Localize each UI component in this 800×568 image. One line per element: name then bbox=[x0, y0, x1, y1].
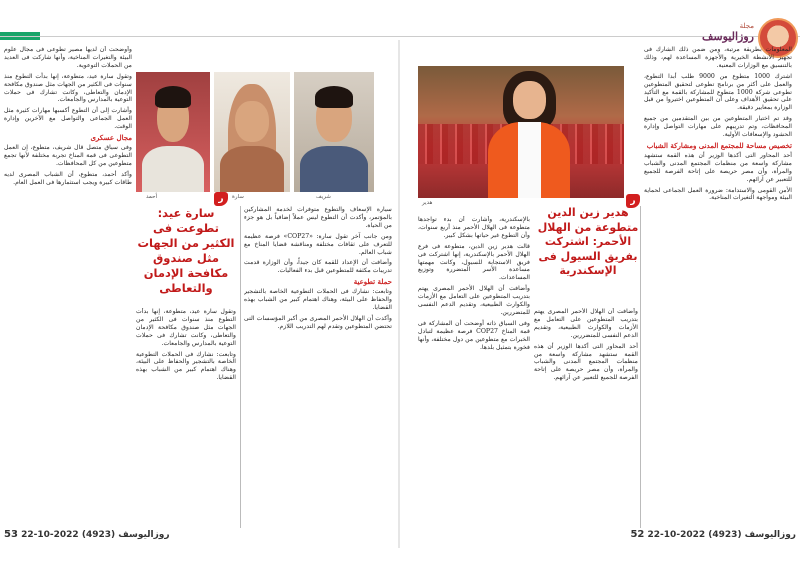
footer-text: روزاليوسف (4923) 2022-10-22 bbox=[647, 530, 796, 540]
paragraph: وتابعت: نشارك فى الحملات التطوعية الخاصة بالتشجير والحفاظ على البيئة، وهناك اهتمام كبير من الشباب بهذه القضايا. bbox=[136, 350, 236, 382]
paragraph: وتابعت: نشارك فى الحملات التطوعية الخاصة بالتشجير والحفاظ على البيئة، وهناك اهتمام كبير من الشباب بهذه القضايا. bbox=[244, 288, 392, 311]
paragraph: وأوضحت أن لديها مصير تطوعى فى مجال علوم البيئة والتغيرات المناخية، وأنها شاركت فى العديد من الحملات التوعوية. bbox=[4, 46, 132, 69]
paragraph: وفى السياق ذاته أوضحت أن المشاركة فى قمة المناخ COP27 فرصة عظيمة لتبادل الخبرات مع متطوعين من دول مختلفة، وأنها فخورة بتمثيل بلدها. bbox=[418, 319, 530, 351]
paragraph: وتقول سارة عيد، متطوعة، إنها بدأت التطوع منذ سنوات فى الكثير من الجهات مثل صندوق مكافحة الإدمان والتعاطى، وكانت تشارك فى حملات التوعية بالمدارس والجامعات. bbox=[4, 72, 132, 104]
left-page bbox=[4, 46, 396, 544]
magazine-emblem-icon: ر bbox=[214, 192, 228, 206]
column-rule bbox=[240, 206, 241, 528]
page-footer-left bbox=[4, 529, 170, 540]
portrait-sara bbox=[214, 72, 290, 192]
paragraph: وفى سياق متصل قال شريف، متطوع، إن العمل التطوعى فى قمة المناخ تجربة مختلفة لأنها تجمع متطوعين من كل المحافظات. bbox=[4, 143, 132, 167]
magazine-emblem-icon: ر bbox=[626, 194, 640, 208]
page-gutter bbox=[398, 40, 400, 548]
hero-photo bbox=[418, 66, 624, 198]
paragraph: سيارة الإسعاف والتطوع متوفرات لخدمة المشاركين بالمؤتمر، وأكدت أن التطوع ليس عملاً إضافياً بل هو جزء من الحياة. bbox=[244, 206, 392, 229]
right-page-column-2 bbox=[418, 216, 530, 528]
page-number: 52 bbox=[630, 529, 645, 540]
subheading: حملة تطوعية bbox=[353, 277, 392, 287]
paragraph: وأكد أحمد، متطوع، أن الشباب المصرى لديه طاقات كبيرة ويجب استثمارها فى العمل العام. bbox=[4, 170, 132, 186]
paragraph: قالت هدير زين الدين، متطوعة فى فرع الهلال الأحمر بالإسكندرية، إنها اشتركت فى فريق الاستجابة للسيول، وكانت مهمتها مساعدة الأسر المتضررة وتوزيع المساعدات. bbox=[418, 242, 530, 282]
right-page-column-3 bbox=[534, 308, 638, 528]
top-rule bbox=[0, 36, 800, 37]
photo-caption: سارة bbox=[232, 194, 244, 200]
paragraph: أحد المحاور التى أكدها الوزير أن هذه القمة ستشهد مشاركة واسعة من منظمات المجتمع المدنى والشباب والمرأة، وأن مصر حريصة على إتاحة الفرصة للجميع للتعبير عن آرائهم. bbox=[644, 151, 792, 183]
photo-caption: شريف bbox=[316, 194, 331, 200]
left-page-column-b bbox=[244, 206, 392, 528]
masthead-title: روزاليوسف bbox=[702, 30, 754, 43]
paragraph: أحد المحاور التى أكدها الوزير أن هذه القمة ستشهد مشاركة واسعة من منظمات المجتمع المدنى والشباب والمرأة، وأن مصر حريصة على إتاحة الفرصة للجميع للتعبير عن آرائهم. bbox=[534, 342, 638, 382]
column-rule bbox=[640, 206, 641, 528]
photo-caption: أحمد bbox=[146, 194, 157, 200]
paragraph: اشترك 1000 متطوع من 9000 طلب أبدا التطوع، والعمل على أكثر من برنامج تطوعى لتحقيق المتطوعين تطوعى شركة 1000 متطوع للمشاركة بالقمة مع التأكيد على تحقيق الأهداف وعلى أن المتطوعين اختيروا من قبل الوزارة بمعايير دقيقة. bbox=[644, 72, 792, 112]
page-number: 53 bbox=[4, 529, 18, 540]
left-page-column-a bbox=[4, 46, 132, 528]
left-page-column-c bbox=[136, 308, 236, 528]
subheading: مجال عسكرى bbox=[90, 133, 132, 143]
paragraph: وأكدت أن الهلال الأحمر المصرى من أكبر المؤسسات التى تحتضن المتطوعين وتقدم لهم التدريب اللازم. bbox=[244, 314, 392, 330]
paragraph: وأضافت أن الهلال الأحمر المصرى يهتم بتدريب المتطوعين على التعامل مع الأزمات والكوارث الطبيعية، وتقديم الدعم النفسى للمتضررين. bbox=[534, 308, 638, 339]
right-page-column-1 bbox=[644, 46, 792, 528]
masthead-subtitle: مجلة bbox=[739, 22, 754, 30]
paragraph: الأمن القومى والاستدامة: ضرورة العمل الجماعى لحماية البيئة ومواجهة التغيرات المناخية. bbox=[644, 186, 792, 202]
article-headline: هدير زين الدين متطوعة من الهلال الأحمر: اشتركت بفريق السيول فى الإسكندرية bbox=[537, 206, 639, 277]
portrait-ahmed bbox=[136, 72, 210, 192]
photo-caption: هدير bbox=[422, 200, 433, 206]
subheading: تخصيص مساحة للمجتمع المدنى ومشاركة الشباب bbox=[646, 140, 792, 150]
article-headline: سارة عيد: تطوعت فى الكثير من الجهات مثل صندوق مكافحة الإدمان والتعاطى bbox=[137, 206, 235, 295]
paragraph: وأشارت إلى أن التطوع أكسبها مهارات كثيرة مثل العمل الجماعى والتواصل مع الآخرين وإدارة الوقت. bbox=[4, 107, 132, 131]
page-footer-right bbox=[630, 529, 796, 540]
paragraph: ومن جانب آخر تقول سارة: «COP27» فرصة عظيمة للتعرف على ثقافات مختلفة ومناقشة قضايا المناخ مع شباب العالم. bbox=[244, 232, 392, 256]
paragraph: وأضافت أن الإعداد للقمة كان جيداً، وأن الوزارة قدمت تدريبات مكثفة للمتطوعين قبل بدء الفعاليات. bbox=[244, 259, 392, 275]
paragraph: وقد تم اختيار المتطوعين من بين المتقدمين من جميع المحافظات، وتم تدريبهم على مهارات التواصل وإدارة الحشود والإسعافات الأولية. bbox=[644, 115, 792, 139]
footer-text: روزاليوسف (4923) 2022-10-22 bbox=[21, 530, 170, 540]
right-page bbox=[404, 46, 796, 544]
paragraph: المعلومات بطريقة مرتبة، ومن ضمن ذلك الشارك فى تجهيز الأنشطة الخيرية والأجهزة المساعدة لهم، وذلك بالتنسيق مع الوزارات المعنية. bbox=[644, 46, 792, 69]
masthead bbox=[702, 22, 754, 43]
portrait-sherif bbox=[294, 72, 374, 192]
paragraph: وأضافت أن الهلال الأحمر المصرى يهتم بتدريب المتطوعين على التعامل مع الأزمات والكوارث الطبيعية، وتقديم الدعم النفسى للمتضررين. bbox=[418, 285, 530, 316]
paragraph: وتقول سارة عيد، متطوعة، إنها بدأت التطوع منذ سنوات فى الكثير من الجهات مثل صندوق مكافحة الإدمان والتعاطى، وكانت تشارك فى حملات التوعية بالمدارس والجامعات. bbox=[136, 308, 236, 347]
paragraph: بالإسكندرية، وأشارت أن بدء تواجدها متطوعة فى الهلال الأحمر منذ أربع سنوات، وأن التطوع غير حياتها بشكل كبير. bbox=[418, 216, 530, 239]
